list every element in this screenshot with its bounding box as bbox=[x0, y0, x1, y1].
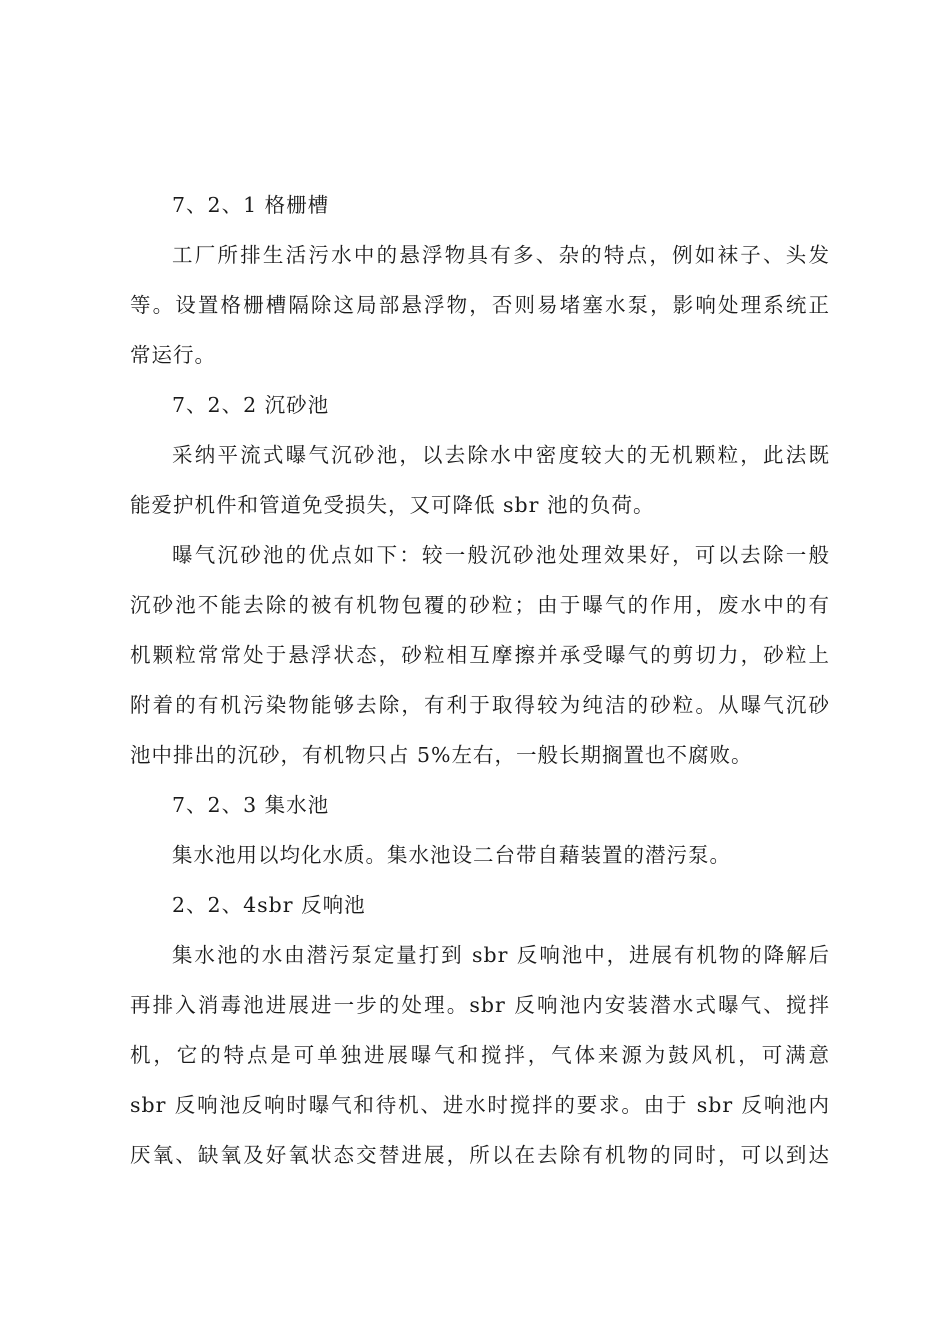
paragraph-line: 曝气沉砂池的优点如下：较一般沉砂池处理效果好，可以去除一般 bbox=[172, 543, 830, 567]
paragraph-line: 能爱护机件和管道免受损失，又可降低 sbr 池的负荷。 bbox=[130, 493, 655, 517]
paragraph-line: 集水池用以均化水质。集水池设二台带自藉装置的潜污泵。 bbox=[172, 843, 731, 867]
paragraph-line: 常运行。 bbox=[130, 343, 216, 367]
section-heading-1: 7、2、1 格栅槽 bbox=[172, 193, 330, 217]
paragraph-line: 附着的有机污染物能够去除，有利于取得较为纯洁的砂粒。从曝气沉砂 bbox=[130, 693, 830, 717]
section-heading-2: 7、2、2 沉砂池 bbox=[172, 393, 330, 417]
paragraph-line: 池中排出的沉砂，有机物只占 5%左右，一般长期搁置也不腐败。 bbox=[130, 743, 753, 767]
paragraph-line: 再排入消毒池进展进一步的处理。sbr 反响池内安装潜水式曝气、搅拌 bbox=[130, 993, 830, 1017]
paragraph-line: 机颗粒常常处于悬浮状态，砂粒相互摩擦并承受曝气的剪切力，砂粒上 bbox=[130, 643, 830, 667]
paragraph-line: sbr 反响池反响时曝气和待机、进水时搅拌的要求。由于 sbr 反响池内 bbox=[130, 1093, 830, 1117]
paragraph-line: 沉砂池不能去除的被有机物包覆的砂粒；由于曝气的作用，废水中的有 bbox=[130, 593, 830, 617]
paragraph-line: 集水池的水由潜污泵定量打到 sbr 反响池中，进展有机物的降解后 bbox=[172, 943, 830, 967]
document-page bbox=[130, 180, 830, 1180]
paragraph-line: 等。设置格栅槽隔除这局部悬浮物，否则易堵塞水泵，影响处理系统正 bbox=[130, 293, 830, 317]
paragraph-line: 机，它的特点是可单独进展曝气和搅拌，气体来源为鼓风机，可满意 bbox=[130, 1043, 830, 1067]
paragraph-line: 采纳平流式曝气沉砂池，以去除水中密度较大的无机颗粒，此法既 bbox=[172, 443, 830, 467]
section-heading-4: 2、2、4sbr 反响池 bbox=[172, 893, 366, 917]
paragraph-line: 厌氧、缺氧及好氧状态交替进展，所以在去除有机物的同时，可以到达 bbox=[130, 1143, 830, 1167]
section-heading-3: 7、2、3 集水池 bbox=[172, 793, 330, 817]
paragraph-line: 工厂所排生活污水中的悬浮物具有多、杂的特点，例如袜子、头发 bbox=[172, 243, 830, 267]
